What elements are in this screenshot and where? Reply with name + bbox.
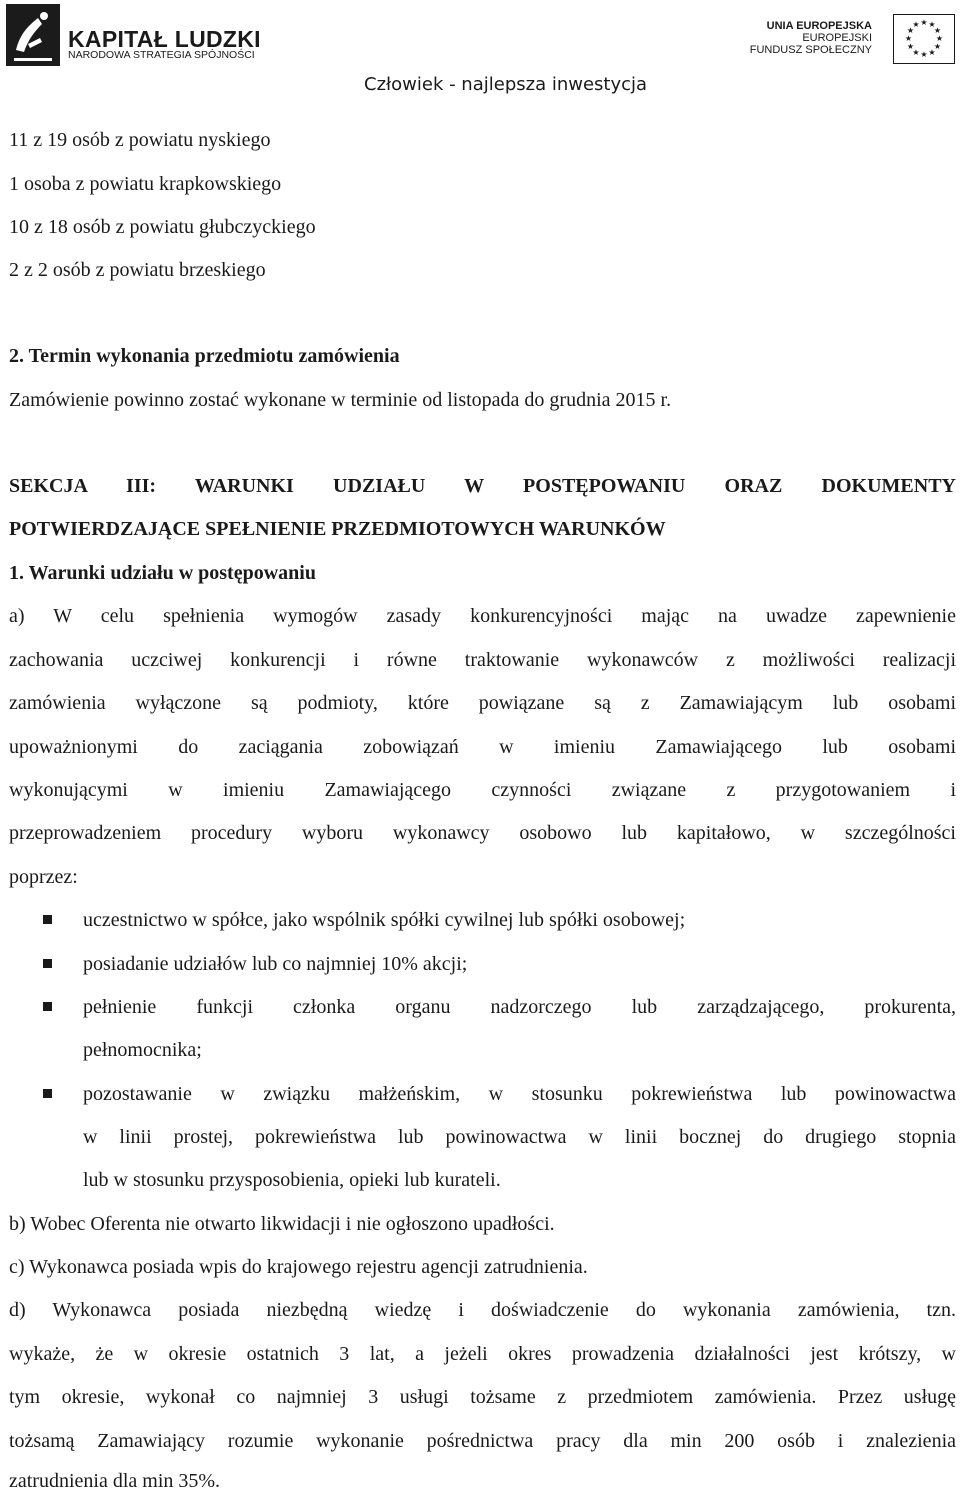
paragraph-b: b) Wobec Oferenta nie otwarto likwidacji i nie ogłoszono upadłości. bbox=[9, 1213, 555, 1235]
bullet-item: posiadanie udziałów lub co najmniej 10% akcji; bbox=[83, 953, 468, 975]
eu-line-2: EUROPEJSKI bbox=[802, 32, 872, 44]
paragraph-d-line: tym okresie, wykonał co najmniej 3 usługi tożsame z przedmiotem zamówienia. Przez usługę bbox=[9, 1386, 956, 1408]
svg-text:★: ★ bbox=[933, 26, 942, 35]
section-heading-line-2: POTWIERDZAJĄCE SPEŁNIENIE PRZEDMIOTOWYCH WARUNKÓW bbox=[9, 518, 666, 540]
logo-left-title: KAPITAŁ LUDZKI bbox=[68, 26, 261, 52]
svg-text:★: ★ bbox=[933, 42, 942, 51]
paragraph-a-line: zachowania uczciwej konkurencji i równe traktowanie wykonawców z możliwości realizacji bbox=[9, 649, 956, 671]
eu-flag-icon bbox=[893, 14, 955, 64]
paragraph-d-line: tożsamą Zamawiający rozumie wykonanie pośrednictwa pracy dla min 200 osób i znalezienia bbox=[9, 1430, 956, 1452]
svg-text:★: ★ bbox=[920, 50, 928, 59]
kapital-ludzki-logo-icon bbox=[6, 4, 60, 66]
bullet-item: pozostawanie w związku małżeńskim, w stosunku pokrewieństwa lub powinowactwa bbox=[83, 1083, 956, 1105]
svg-text:★: ★ bbox=[904, 34, 913, 43]
bullet-item: pełnienie funkcji członka organu nadzorczego lub zarządzającego, prokurenta, bbox=[83, 996, 956, 1018]
term-text: Zamówienie powinno zostać wykonane w terminie od listopada do grudnia 2015 r. bbox=[9, 389, 672, 411]
term-heading: 2. Termin wykonania przedmiotu zamówienia bbox=[9, 345, 400, 367]
paragraph-a-line: przeprowadzeniem procedury wyboru wykonawcy osobowo lub kapitałowo, w szczególności bbox=[9, 822, 956, 844]
county-line: 1 osoba z powiatu krapkowskiego bbox=[9, 173, 282, 195]
page-header bbox=[0, 0, 960, 100]
county-line: 2 z 2 osób z powiatu brzeskiego bbox=[9, 259, 266, 281]
svg-text:★: ★ bbox=[935, 34, 944, 43]
bullet-item-continuation: w linii prostej, pokrewieństwa lub powinowactwa w linii bocznej do drugiego stopnia bbox=[83, 1126, 956, 1148]
county-line: 11 z 19 osób z powiatu nyskiego bbox=[9, 129, 271, 151]
svg-text:★: ★ bbox=[912, 48, 920, 57]
paragraph-a-line: zamówienia wyłączone są podmioty, które powiązane są z Zamawiającym lub osobami bbox=[9, 692, 956, 714]
paragraph-a-line: upoważnionymi do zaciągania zobowiązań w imieniu Zamawiającego lub osobami bbox=[9, 736, 956, 758]
eu-line-3: FUNDUSZ SPOŁECZNY bbox=[749, 44, 872, 56]
bullet-square-icon bbox=[43, 959, 52, 968]
motto: Człowiek - najlepsza inwestycja bbox=[364, 74, 648, 95]
paragraph-a-line: poprzez: bbox=[9, 866, 78, 888]
paragraph-a-line: wykonującymi w imieniu Zamawiającego czynności związane z przygotowaniem i bbox=[9, 779, 956, 801]
section-subheading: 1. Warunki udziału w postępowaniu bbox=[9, 562, 316, 584]
bullet-item-continuation: pełnomocnika; bbox=[83, 1039, 202, 1061]
svg-text:★: ★ bbox=[928, 20, 936, 29]
paragraph-d-line: wykaże, że w okresie ostatnich 3 lat, a jeżeli okres prowadzenia działalności jest krótszy, w bbox=[9, 1343, 956, 1365]
bullet-square-icon bbox=[43, 1002, 52, 1011]
county-line: 10 z 18 osób z powiatu głubczyckiego bbox=[9, 216, 316, 238]
paragraph-a-line: a) W celu spełnienia wymogów zasady konkurencyjności mając na uwadze zapewnienie bbox=[9, 605, 956, 627]
svg-text:★: ★ bbox=[906, 42, 915, 51]
eu-label bbox=[750, 20, 872, 56]
eu-line-1: UNIA EUROPEJSKA bbox=[766, 20, 872, 32]
svg-text:★: ★ bbox=[906, 26, 915, 35]
paragraph-c: c) Wykonawca posiada wpis do krajowego rejestru agencji zatrudnienia. bbox=[9, 1256, 588, 1278]
svg-text:★: ★ bbox=[920, 18, 928, 27]
bullet-item-continuation: lub w stosunku przysposobienia, opieki lub kurateli. bbox=[83, 1169, 501, 1191]
logo-left-subtitle: NARODOWA STRATEGIA SPÓJNOŚCI bbox=[68, 49, 255, 61]
paragraph-d-line: d) Wykonawca posiada niezbędną wiedzę i doświadczenie do wykonania zamówienia, tzn. bbox=[9, 1299, 956, 1321]
bullet-item: uczestnictwo w spółce, jako wspólnik spółki cywilnej lub spółki osobowej; bbox=[83, 909, 686, 931]
bullet-square-icon bbox=[43, 1089, 52, 1098]
svg-text:★: ★ bbox=[928, 48, 936, 57]
section-heading-line-1: SEKCJA III: WARUNKI UDZIAŁU W POSTĘPOWANIU ORAZ DOKUMENTY bbox=[9, 475, 956, 497]
svg-text:★: ★ bbox=[912, 20, 920, 29]
paragraph-d-line: zatrudnienia dla min 35%. bbox=[9, 1470, 221, 1492]
bullet-square-icon bbox=[43, 915, 52, 924]
